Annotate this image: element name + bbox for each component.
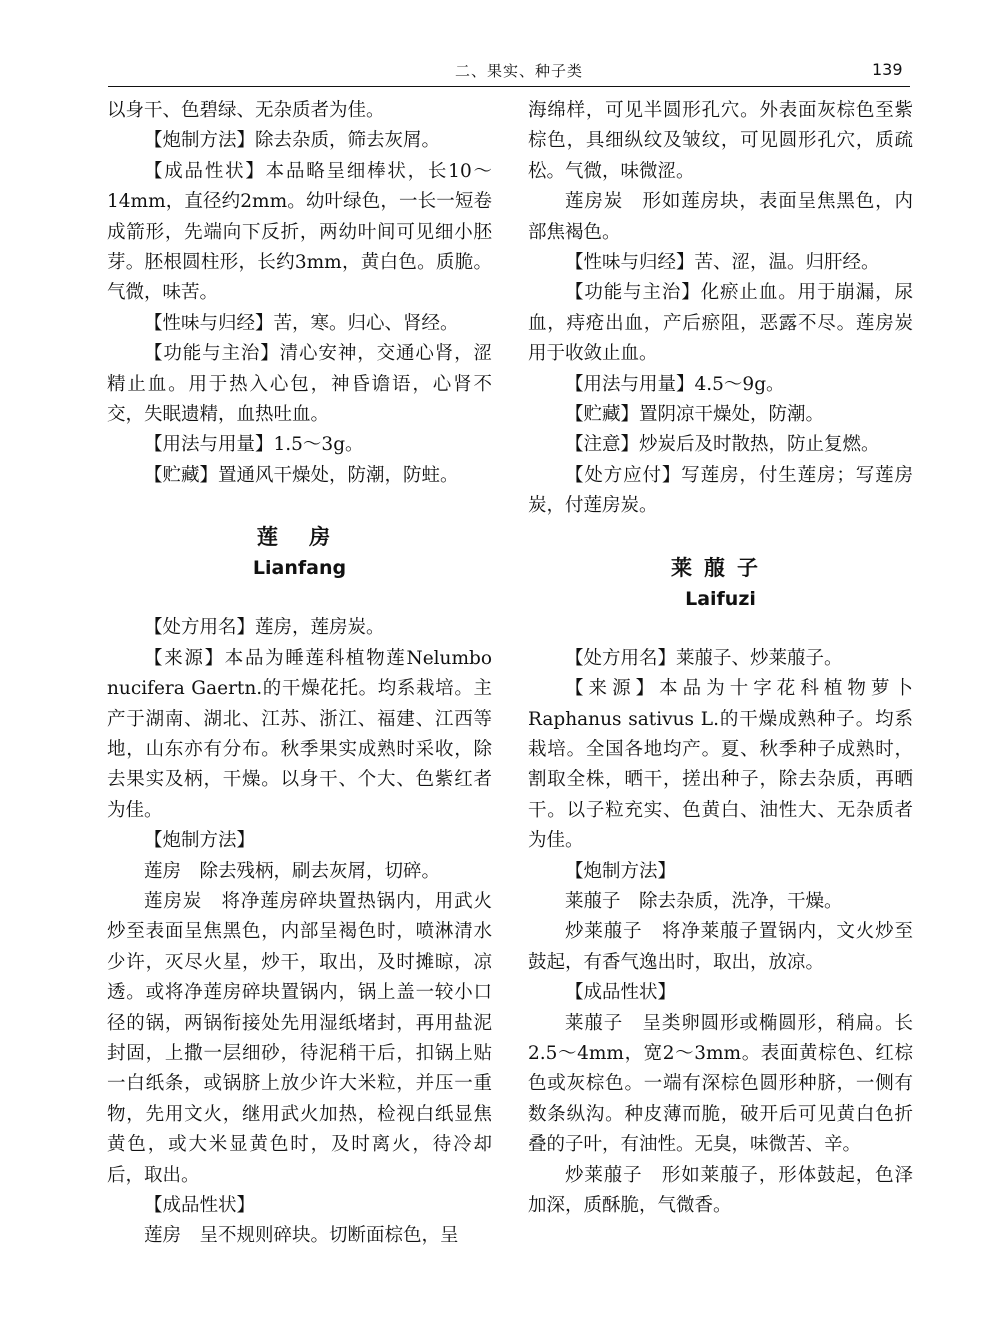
paragraph: 【功能与主治】化瘀止血。用于崩漏，尿血，痔疮出血，产后瘀阻，恶露不尽。莲房炭用于收敛止血。 [528, 282, 913, 365]
paragraph: 莲房炭 将净莲房碎块置热锅内，用武火炒至表面呈焦黑色，内部呈褐色时，喷淋清水少许，灭尽火星，炒干，取出，及时摊晾，凉透。或将净莲房碎块置锅内，锅上盖一较小口径的锅，两锅衔接处先用湿纸堵封，再用盐泥封固，上撒一层细砂，待泥稍干后，扣锅上贴一白纸条，或锅脐上放少许大米粒，并压一重物，先用文火，继用武火加热，检视白纸显焦黄色，或大米显黄色时，及时离火，待冷却后，取出。 [107, 890, 492, 1186]
spacer [528, 522, 913, 552]
paragraph: 【功能与主治】清心安神，交通心肾，涩精止血。用于热入心包，神昏谵语，心肾不交，失眠遗精，血热吐血。 [107, 343, 492, 426]
entry-pinyin-laifuzi: Laifuzi [685, 587, 756, 610]
running-header-title: 二、果实、种子类 [455, 62, 584, 80]
paragraph: 海绵样，可见半圆形孔穴。外表面灰棕色至紫棕色，具细纵纹及皱纹，可见圆形孔穴，质疏松。气微，味微涩。 [528, 100, 913, 182]
spacer [107, 491, 492, 521]
paragraph: 莲房炭 形如莲房块，表面呈焦黑色，内部焦褐色。 [528, 191, 913, 243]
paragraph: 莲房 呈不规则碎块。切断面棕色，呈 [144, 1225, 459, 1247]
left-column [107, 96, 492, 1252]
paragraph: 【注意】炒炭后及时散热，防止复燃。 [565, 434, 880, 456]
paragraph: 【用法与用量】1.5～3g。 [144, 434, 364, 456]
spacer [528, 614, 913, 644]
paragraph: 【用法与用量】4.5～9g。 [565, 373, 785, 395]
right-column [528, 96, 913, 1221]
paragraph: 炒莱菔子 形如莱菔子，形体鼓起，色泽加深，质酥脆，气微香。 [528, 1164, 913, 1216]
entry-title-lianfang: 莲 房 [256, 524, 343, 550]
paragraph: 【处方用名】莱菔子、炒莱菔子。 [565, 647, 843, 669]
paragraph: 以身干、色碧绿、无杂质者为佳。 [107, 100, 385, 121]
paragraph: 【贮藏】置阴凉干燥处，防潮。 [565, 404, 825, 426]
paragraph: 【来源】本品为睡莲科植物莲Nelumbo nucifera Gaertn.的干燥花托。均系栽培。主产于湖南、湖北、江苏、浙江、福建、江西等地，山东亦有分布。秋季果实成熟时采收，除去果实及柄，干燥。以身干、个大、色紫红者为佳。 [107, 647, 492, 821]
paragraph: 炒莱菔子 将净莱菔子置锅内，文火炒至鼓起，有香气逸出时，取出，放凉。 [528, 921, 913, 973]
paragraph: 【成品性状】 [565, 982, 677, 1004]
paragraph: 莱菔子 除去杂质，洗净，干燥。 [565, 890, 843, 912]
paragraph: 【成品性状】 [144, 1195, 256, 1216]
paragraph: 莱菔子 呈类卵圆形或椭圆形，稍扁。长2.5～4mm，宽2～3mm。表面黄棕色、红棕色或灰棕色。一端有深棕色圆形种脐，一侧有数条纵沟。种皮薄而脆，破开后可见黄白色折叠的子叶，有油性。无臭，味微苦、辛。 [528, 1012, 913, 1156]
spacer [107, 583, 492, 613]
paragraph: 【炮制方法】 [565, 860, 677, 882]
entry-title-laifuzi: 莱菔子 [671, 554, 770, 580]
paragraph: 【炮制方法】 [144, 830, 256, 852]
paragraph: 【炮制方法】除去杂质，筛去灰屑。 [144, 130, 441, 152]
paragraph: 【来源】本品为十字花科植物萝卜Raphanus sativus L.的干燥成熟种子。均系栽培。全国各地均产。夏、秋季种子成熟时，割取全株，晒干，搓出种子，除去杂质，再晒干。以子粒充实、色黄白、油性大、无杂质者为佳。 [528, 678, 913, 852]
paragraph: 莲房 除去残柄，刷去灰屑，切碎。 [144, 860, 441, 882]
entry-pinyin-lianfang: Lianfang [252, 557, 347, 580]
page-number: 139 [872, 60, 903, 79]
paragraph: 【处方应付】写莲房，付生莲房；写莲房炭，付莲房炭。 [528, 464, 913, 517]
paragraph: 【性味与归经】苦、涩，温。归肝经。 [565, 252, 880, 274]
paragraph: 【性味与归经】苦，寒。归心、肾经。 [144, 312, 459, 334]
header-rule [108, 86, 910, 87]
paragraph: 【成品性状】本品略呈细棒状，长10～14mm，直径约2mm。幼叶绿色，一长一短卷成箭形，先端向下反折，两幼叶间可见细小胚芽。胚根圆柱形，长约3mm，黄白色。质脆。气微，味苦。 [107, 160, 492, 304]
paragraph: 【贮藏】置通风干燥处，防潮，防蛀。 [144, 464, 459, 486]
paragraph: 【处方用名】莲房，莲房炭。 [144, 617, 385, 639]
